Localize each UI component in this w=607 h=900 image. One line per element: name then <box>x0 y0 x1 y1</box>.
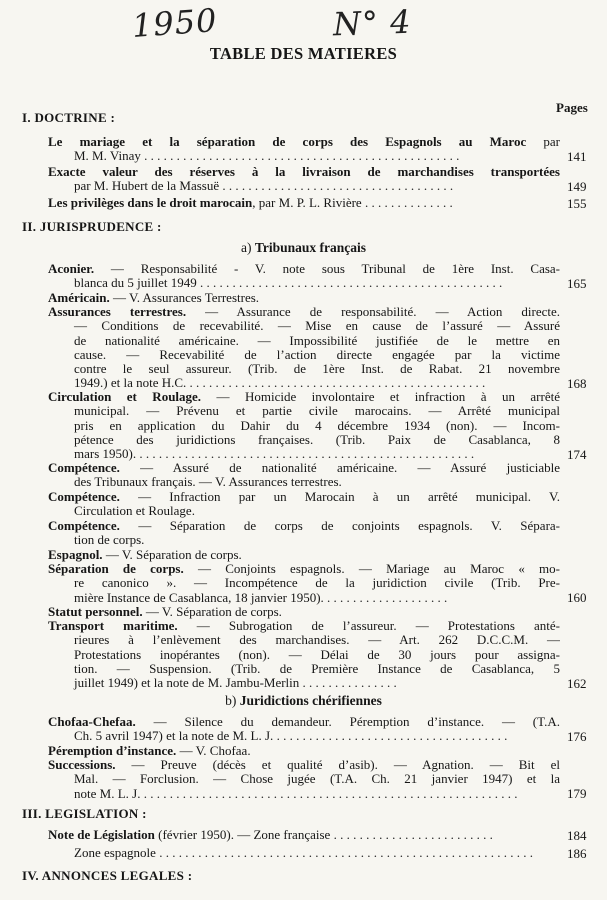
entry-assurances-terrestres <box>48 305 560 391</box>
entry-text: Circulation et Roulage. <box>74 504 195 519</box>
entry-line <box>48 475 560 489</box>
entry-text: — Silence du demandeur. Péremption d’instance. — (T.A. <box>153 715 560 729</box>
entry-transport-maritime <box>48 619 560 690</box>
entry-keyword: Péremption d’instance. <box>48 744 177 758</box>
leader-dots: . . . . . . . . . . . . . . <box>364 196 453 210</box>
entry-text: note M. L. J. <box>74 786 141 801</box>
entry-text: municipal. — Prévenu et partie civile marocains. — Arrêté municipal <box>74 404 560 419</box>
entry-line <box>48 676 560 690</box>
page-number: 141 <box>567 149 587 164</box>
leader-dots: . . . . . . . . . . . . . . . . . . . . . . . . . . . . . . . . . . . . . . . . . . . . . . <box>189 376 486 391</box>
entry-text: mière Instance de Casablanca, 18 janvier 1950). <box>74 590 324 605</box>
entry-keyword: Assurances terrestres. <box>48 305 187 319</box>
entry-text: — V. Chofaa. <box>179 744 251 758</box>
handwritten-year: 1950 <box>130 1 219 45</box>
entry-text: — V. Assurances Terrestres. <box>112 291 260 305</box>
doctrine-entry-reserves <box>48 165 560 194</box>
entry-line <box>48 376 560 390</box>
entry-line <box>48 490 560 504</box>
entry-keyword: Séparation de corps. <box>48 562 184 576</box>
entry-competence-2 <box>48 490 560 519</box>
handwritten-issue-number: N° 4 <box>332 2 413 44</box>
entry-line <box>48 758 560 772</box>
entry-keyword: Circulation et Roulage. <box>48 390 202 404</box>
subsection-tribunaux-francais <box>0 240 607 256</box>
entry-keyword: Espagnol. <box>48 548 103 562</box>
entry-keyword: Successions. <box>48 758 116 772</box>
entry-line <box>48 648 560 662</box>
entry-americain <box>48 291 560 305</box>
entry-line <box>48 633 560 647</box>
entry-line <box>48 262 560 276</box>
leader-dots: . . . . . . . . . . . . . . . . . . . . . . . . . . . . . . . . . . . . . . . . . . . . . . . . . . . . <box>139 447 475 462</box>
entry-line <box>48 447 560 461</box>
section-doctrine-heading: I. DOCTRINE : <box>22 110 116 125</box>
entry-title: Exacte valeur des réserves à la livraison de marchandises transportées <box>48 165 560 179</box>
entry-separation-de-corps <box>48 562 560 605</box>
entry-line <box>48 562 560 576</box>
entry-text: — Subrogation de l’assureur. — Protestations anté- <box>196 619 560 633</box>
entry-line <box>48 591 560 605</box>
leader-dots: . . . . . . . . . . . . . . . . . . . . . . . . . . . . . . . . . . . . <box>276 729 508 744</box>
entry-text: — V. Séparation de corps. <box>105 548 242 562</box>
entry-text: Zone espagnole <box>74 846 156 860</box>
page-number: 184 <box>567 828 587 843</box>
page-number: 162 <box>567 676 587 691</box>
entry-text: cause. — Recevabilité de l’action directe engagée par la victime <box>74 347 560 362</box>
entry-line <box>48 548 560 562</box>
entry-line <box>48 787 560 801</box>
entry-text: tion. — Suspension. (Trib. de Première Instance de Casablanca, 5 <box>74 661 560 676</box>
entry-keyword: Compétence. <box>48 461 120 475</box>
leader-dots: . . . . . . . . . . . . . . . . . . . . . . . . . . . . . . . . . . . . <box>222 179 454 194</box>
page-number: 168 <box>567 376 587 391</box>
entry-line <box>48 715 560 729</box>
entry-line <box>48 605 560 619</box>
subsection-prefix: a) <box>240 240 252 255</box>
entry-line <box>48 619 560 633</box>
entry-line <box>48 165 560 179</box>
entry-title: Le mariage et la séparation de corps des Espagnols au Maroc <box>48 135 527 149</box>
entry-peremption <box>48 744 560 758</box>
entry-text: juillet 1949) et la note de M. Jambu-Merlin <box>74 676 300 691</box>
subsection-label: Juridictions chérifiennes <box>239 693 382 708</box>
entry-text: — Homicide involontaire et infraction à un arrêté <box>216 390 560 404</box>
entry-line-tail: , par M. P. L. Rivière <box>252 196 362 210</box>
leader-dots: . . . . . . . . . . . . . . . . . . . . . . . . . . . . . . . . . . . . . . . . . . . . . . . <box>200 276 503 291</box>
entry-competence-1 <box>48 461 560 490</box>
entry-line <box>48 404 560 418</box>
entry-statut-personnel <box>48 605 560 619</box>
entry-zone-espagnole <box>48 846 560 860</box>
entry-note-legislation <box>48 828 560 842</box>
entry-keyword: Transport maritime. <box>48 619 178 633</box>
entry-aconier <box>48 262 560 291</box>
entry-text: — Conjoints espagnols. — Mariage au Maroc « mo- <box>198 562 560 576</box>
subsection-prefix: b) <box>225 693 237 708</box>
entry-text: — V. Séparation de corps. <box>145 605 282 619</box>
entry-text: pétence des juridictions françaises. (Trib. Paix de Casablanca, 8 <box>74 432 560 447</box>
page-number: 174 <box>567 447 587 462</box>
entry-title: Les privilèges dans le droit marocain <box>48 196 253 210</box>
entry-keyword: Statut personnel. <box>48 605 143 619</box>
entry-line <box>48 149 560 163</box>
entry-text: Mal. — Forclusion. — Chose jugée (T.A. Ch. 21 janvier 1947) et la <box>74 772 560 787</box>
entry-text: rieures à l’enlèvement des marchandises. — Art. 262 D.C.C.M. — <box>74 633 560 648</box>
entry-line <box>48 305 560 319</box>
entry-line <box>48 729 560 743</box>
entry-text: — Responsabilité - V. note sous Tribunal de 1ère Inst. Casa- <box>110 262 560 276</box>
section-annonces-heading: IV. ANNONCES LEGALES : <box>22 868 193 883</box>
entry-line <box>48 362 560 376</box>
page-number: 179 <box>567 786 587 801</box>
leader-dots: . . . . . . . . . . . . . . . . . . . . . . . . . <box>333 828 493 842</box>
entry-circulation-roulage <box>48 390 560 461</box>
entry-line <box>48 576 560 590</box>
entry-keyword: Compétence. <box>48 490 120 504</box>
entry-text: — Assuré de nationalité américaine. — Assuré justiciable <box>140 461 560 475</box>
entry-line <box>48 276 560 290</box>
document-title: TABLE DES MATIERES <box>209 44 398 63</box>
entry-author: par M. Hubert de la Massuë <box>74 179 220 194</box>
entry-line <box>48 179 560 193</box>
entry-text: (février 1950). — Zone française <box>158 828 331 842</box>
page-number: 149 <box>567 179 587 194</box>
doctrine-entry-privileges <box>48 196 560 210</box>
entry-text: mars 1950). <box>74 447 137 462</box>
page-number: 165 <box>567 276 587 291</box>
entry-chofaa <box>48 715 560 744</box>
entry-successions <box>48 758 560 801</box>
entry-line <box>48 772 560 786</box>
leader-dots: . . . . . . . . . . . . . . . . . . . . . . . . . . . . . . . . . . . . . . . . . . . . . . . . . . . . . . . . . . <box>143 786 518 801</box>
entry-line <box>48 196 560 210</box>
page-number: 160 <box>567 590 587 605</box>
entry-keyword: Compétence. <box>48 519 120 533</box>
entry-line <box>48 744 560 758</box>
entry-keyword: Note de Législation <box>48 828 155 842</box>
entry-line <box>48 846 560 860</box>
entry-text: 1949.) et la note H.C. <box>74 376 187 391</box>
entry-line <box>48 662 560 676</box>
entry-text: de nationalité américaine. — Impossibilité justifiée de le mettre en <box>74 333 560 348</box>
entry-keyword: Américain. <box>48 291 110 305</box>
entry-text: tion de corps. <box>74 533 145 548</box>
entry-line <box>48 828 560 842</box>
entry-text: des Tribunaux français. — V. Assurances terrestres. <box>74 475 342 490</box>
entry-line <box>48 291 560 305</box>
entry-line <box>48 533 560 547</box>
entry-text: blanca du 5 juillet 1949 <box>74 276 197 291</box>
leader-dots: . . . . . . . . . . . . . . . . . . . <box>327 590 448 605</box>
entry-text: — Preuve (décès et qualité d’asib). — Agnation. — Bit el <box>131 758 560 772</box>
entry-text: — Infraction par un Marocain à un arrêté municipal. V. <box>138 490 560 504</box>
section-jurisprudence-heading: II. JURISPRUDENCE : <box>22 219 162 234</box>
leader-dots: . . . . . . . . . . . . . . . . . . . . . . . . . . . . . . . . . . . . . . . . . . . . . . . . . <box>144 149 460 164</box>
entry-line <box>48 519 560 533</box>
entry-line <box>48 135 560 149</box>
entry-text: — Conditions de recevabilité. — Mise en cause de l’assuré — Assuré <box>74 319 560 334</box>
entry-line <box>48 504 560 518</box>
entry-line <box>48 433 560 447</box>
doctrine-entry-mariage <box>48 135 560 164</box>
page-number: 186 <box>567 846 587 861</box>
entry-espagnol <box>48 548 560 562</box>
entry-text: — Séparation de corps de conjoints espagnols. V. Sépara- <box>138 519 560 533</box>
subsection-juridictions-cherifiennes <box>0 693 607 709</box>
entry-line-tail: par <box>543 135 560 149</box>
entry-text: Ch. 5 avril 1947) et la note de M. L. J. <box>74 729 274 744</box>
entry-text: Protestations inopérantes (non). — Délai de 30 jours pour assigna- <box>74 647 560 662</box>
entry-line <box>48 390 560 404</box>
section-legislation-heading: III. LEGISLATION : <box>22 806 147 821</box>
page-number: 176 <box>567 729 587 744</box>
page-number: 155 <box>567 196 587 211</box>
entry-line <box>48 319 560 333</box>
entry-line <box>48 419 560 433</box>
entry-text: — Assurance de responsabilité. — Action directe. <box>205 305 560 319</box>
entry-line <box>48 348 560 362</box>
leader-dots: . . . . . . . . . . . . . . . <box>302 676 397 691</box>
entry-line <box>48 461 560 475</box>
leader-dots: . . . . . . . . . . . . . . . . . . . . . . . . . . . . . . . . . . . . . . . . . . . . . . . . . . . . . . . . . . <box>159 846 533 860</box>
entry-text: pris en application du Dahir du 4 décembre 1934 (non). — Incom- <box>74 418 560 433</box>
entry-competence-3 <box>48 519 560 548</box>
entry-text: re canonico ». — Incompétence de la juridiction civile (Trib. Pre- <box>74 576 560 591</box>
entry-line <box>48 334 560 348</box>
subsection-label: Tribunaux français <box>254 240 367 255</box>
entry-keyword: Chofaa-Chefaa. <box>48 715 136 729</box>
entry-text: contre le seul assureur. (Trib. de 1ère Inst. de Rabat. 21 novembre <box>74 362 560 377</box>
entry-keyword: Aconier. <box>48 262 95 276</box>
entry-author: M. M. Vinay <box>74 149 141 164</box>
pages-column-header: Pages <box>556 100 588 115</box>
